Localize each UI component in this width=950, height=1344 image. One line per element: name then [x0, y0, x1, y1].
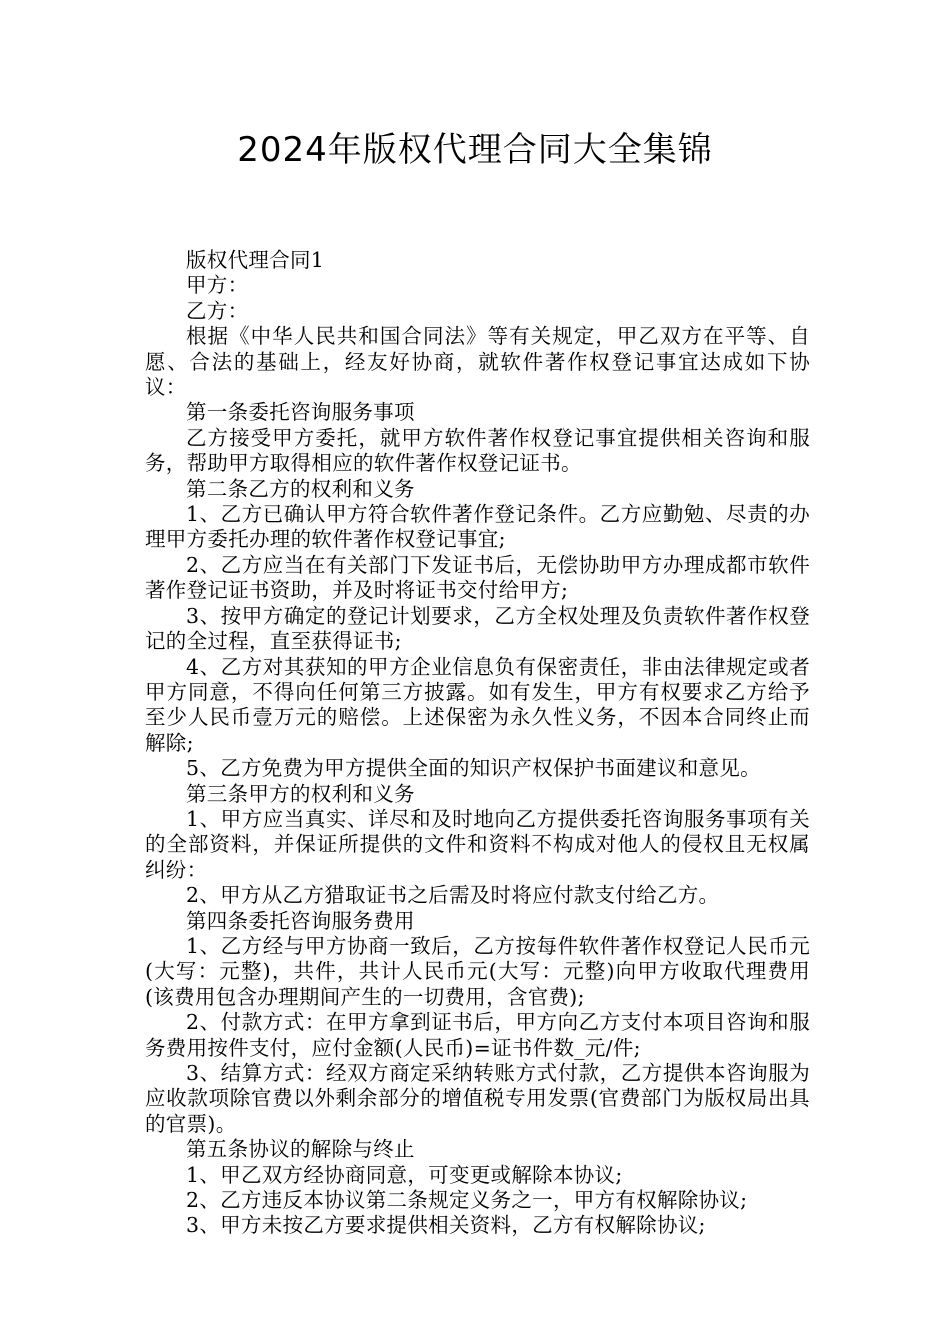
section-heading-4: 第四条委托咨询服务费用 [186, 908, 415, 933]
list-item: 1、乙方已确认甲方符合软件著作登记条件。乙方应勤勉、尽责的办理甲方委托办理的软件著作权登记事宜; [145, 502, 810, 552]
list-item: 5、乙方免费为甲方提供全面的知识产权保护书面建议和意见。 [186, 756, 761, 781]
paragraph-preamble: 根据《中华人民共和国合同法》等有关规定，甲乙双方在平等、自愿、合法的基础上，经友好协商，就软件著作权登记事宜达成如下协议： [145, 324, 810, 400]
list-item: 1、甲乙双方经协商同意，可变更或解除本协议; [186, 1162, 623, 1187]
paragraph-heading-contract-1: 版权代理合同1 [186, 248, 325, 272]
paragraph-party-b: 乙方： [186, 298, 249, 323]
list-item: 1、乙方经与甲方协商一致后，乙方按每件软件著作权登记人民币元(大写：元整)，共件，共计人民币元(大写：元整)向甲方收取代理费用(该费用包含办理期间产生的一切费用，含官费); [145, 933, 810, 1009]
section-heading-5: 第五条协议的解除与终止 [186, 1137, 415, 1162]
section-heading-1: 第一条委托咨询服务事项 [186, 400, 415, 425]
document-title: 2024年版权代理合同大全集锦 [237, 130, 713, 170]
section-heading-3: 第三条甲方的权利和义务 [186, 781, 415, 806]
document-body [145, 248, 810, 1239]
list-item: 3、甲方未按乙方要求提供相关资料，乙方有权解除协议; [186, 1213, 706, 1238]
list-item: 2、乙方应当在有关部门下发证书后，无偿协助甲方办理成都市软件著作登记证书资助，并及时将证书交付给甲方; [145, 552, 810, 603]
paragraph: 乙方接受甲方委托，就甲方软件著作权登记事宜提供相关咨询和服务，帮助甲方取得相应的软件著作权登记证书。 [145, 425, 810, 476]
list-item: 3、结算方式：经双方商定采纳转账方式付款，乙方提供本咨询服为应收款项除官费以外剩余部分的增值税专用发票(官费部门为版权局出具的官票)。 [145, 1061, 810, 1136]
list-item: 1、甲方应当真实、详尽和及时地向乙方提供委托咨询服务事项有关的全部资料，并保证所提供的文件和资料不构成对他人的侵权且无权属纠纷： [145, 806, 810, 882]
list-item: 3、按甲方确定的登记计划要求，乙方全权处理及负责软件著作权登记的全过程，直至获得证书; [145, 603, 810, 654]
list-item: 2、付款方式：在甲方拿到证书后，甲方向乙方支付本项目咨询和服务费用按件支付，应付金额(人民币)=证书件数_元/件; [145, 1010, 810, 1060]
paragraph-party-a: 甲方： [186, 273, 249, 298]
section-heading-2: 第二条乙方的权利和义务 [186, 476, 415, 501]
list-item: 2、乙方违反本协议第二条规定义务之一，甲方有权解除协议; [186, 1188, 748, 1213]
list-item: 4、乙方对其获知的甲方企业信息负有保密责任，非由法律规定或者甲方同意，不得向任何第三方披露。如有发生，甲方有权要求乙方给予至少人民币壹万元的赔偿。上述保密为永久性义务，不因本合同终止而解除; [145, 654, 810, 755]
list-item: 2、甲方从乙方猎取证书之后需及时将应付款支付给乙方。 [186, 883, 720, 908]
